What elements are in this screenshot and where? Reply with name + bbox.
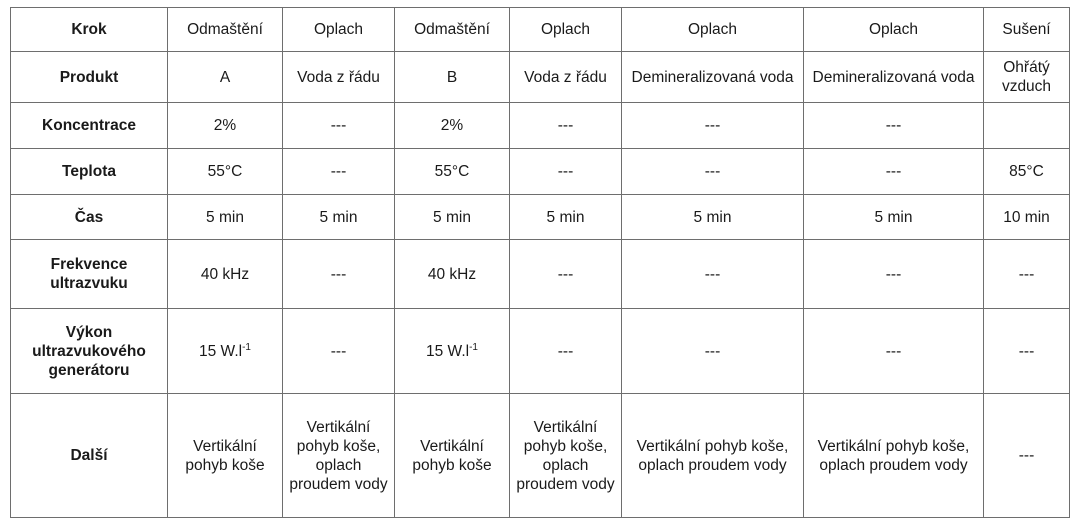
value-cell: 5 min bbox=[168, 195, 283, 240]
value-cell: 2% bbox=[168, 103, 283, 149]
value-cell: Vertikální pohyb koše, oplach proudem vody bbox=[283, 394, 395, 518]
power-unit-exponent: -1 bbox=[469, 341, 478, 353]
value-cell: Demineralizovaná voda bbox=[804, 52, 984, 103]
value-cell: --- bbox=[804, 149, 984, 195]
value-cell: --- bbox=[984, 240, 1070, 309]
table-row bbox=[11, 52, 1070, 103]
value-cell: Vertikální pohyb koše bbox=[168, 394, 283, 518]
value-cell: --- bbox=[804, 103, 984, 149]
value-cell: 55°C bbox=[395, 149, 510, 195]
value-cell: 5 min bbox=[622, 195, 804, 240]
value-cell: B bbox=[395, 52, 510, 103]
value-cell: --- bbox=[510, 309, 622, 394]
value-cell: Voda z řádu bbox=[510, 52, 622, 103]
row-label-cell: Koncentrace bbox=[11, 103, 168, 149]
value-cell: --- bbox=[984, 309, 1070, 394]
header-label-cell: Krok bbox=[11, 8, 168, 52]
header-row bbox=[11, 8, 1070, 52]
row-label-cell: Frekvence ultrazvuku bbox=[11, 240, 168, 309]
value-cell: --- bbox=[622, 103, 804, 149]
row-label-cell: Další bbox=[11, 394, 168, 518]
value-cell: Voda z řádu bbox=[283, 52, 395, 103]
value-cell: --- bbox=[510, 103, 622, 149]
value-cell bbox=[168, 309, 283, 394]
value-cell: 5 min bbox=[283, 195, 395, 240]
power-value: 15 W.l bbox=[199, 342, 243, 360]
value-cell: --- bbox=[804, 309, 984, 394]
table-row bbox=[11, 195, 1070, 240]
step-cell: Oplach bbox=[510, 8, 622, 52]
value-cell: 55°C bbox=[168, 149, 283, 195]
step-cell: Oplach bbox=[283, 8, 395, 52]
step-cell: Oplach bbox=[804, 8, 984, 52]
table-row bbox=[11, 103, 1070, 149]
value-cell: 40 kHz bbox=[395, 240, 510, 309]
value-cell: --- bbox=[283, 103, 395, 149]
table-row bbox=[11, 394, 1070, 518]
row-label-cell: Produkt bbox=[11, 52, 168, 103]
value-cell: --- bbox=[804, 240, 984, 309]
value-cell: --- bbox=[622, 240, 804, 309]
step-cell: Sušení bbox=[984, 8, 1070, 52]
value-cell: Vertikální pohyb koše bbox=[395, 394, 510, 518]
power-value: 15 W.l bbox=[426, 342, 470, 360]
value-cell: --- bbox=[622, 149, 804, 195]
value-cell: --- bbox=[283, 240, 395, 309]
value-cell: Demineralizovaná voda bbox=[622, 52, 804, 103]
value-cell bbox=[395, 309, 510, 394]
table-row bbox=[11, 309, 1070, 394]
value-cell: --- bbox=[984, 394, 1070, 518]
value-cell: Vertikální pohyb koše, oplach proudem vody bbox=[510, 394, 622, 518]
value-cell: Ohřátý vzduch bbox=[984, 52, 1070, 103]
value-cell: 2% bbox=[395, 103, 510, 149]
value-cell: A bbox=[168, 52, 283, 103]
step-cell: Odmaštění bbox=[395, 8, 510, 52]
table-row bbox=[11, 240, 1070, 309]
value-cell: 10 min bbox=[984, 195, 1070, 240]
value-cell: Vertikální pohyb koše, oplach proudem vody bbox=[804, 394, 984, 518]
value-cell: --- bbox=[622, 309, 804, 394]
row-label-cell: Teplota bbox=[11, 149, 168, 195]
value-cell: 5 min bbox=[395, 195, 510, 240]
value-cell: --- bbox=[283, 149, 395, 195]
value-cell: --- bbox=[510, 240, 622, 309]
value-cell: 5 min bbox=[510, 195, 622, 240]
step-cell: Odmaštění bbox=[168, 8, 283, 52]
value-cell: 5 min bbox=[804, 195, 984, 240]
value-cell: --- bbox=[283, 309, 395, 394]
row-label-cell: Čas bbox=[11, 195, 168, 240]
value-cell bbox=[984, 103, 1070, 149]
process-parameters-table bbox=[10, 7, 1070, 518]
row-label-cell: Výkon ultrazvukového generátoru bbox=[11, 309, 168, 394]
step-cell: Oplach bbox=[622, 8, 804, 52]
value-cell: 85°C bbox=[984, 149, 1070, 195]
value-cell: --- bbox=[510, 149, 622, 195]
value-cell: Vertikální pohyb koše, oplach proudem vody bbox=[622, 394, 804, 518]
table-row bbox=[11, 149, 1070, 195]
value-cell: 40 kHz bbox=[168, 240, 283, 309]
power-unit-exponent: -1 bbox=[242, 341, 251, 353]
